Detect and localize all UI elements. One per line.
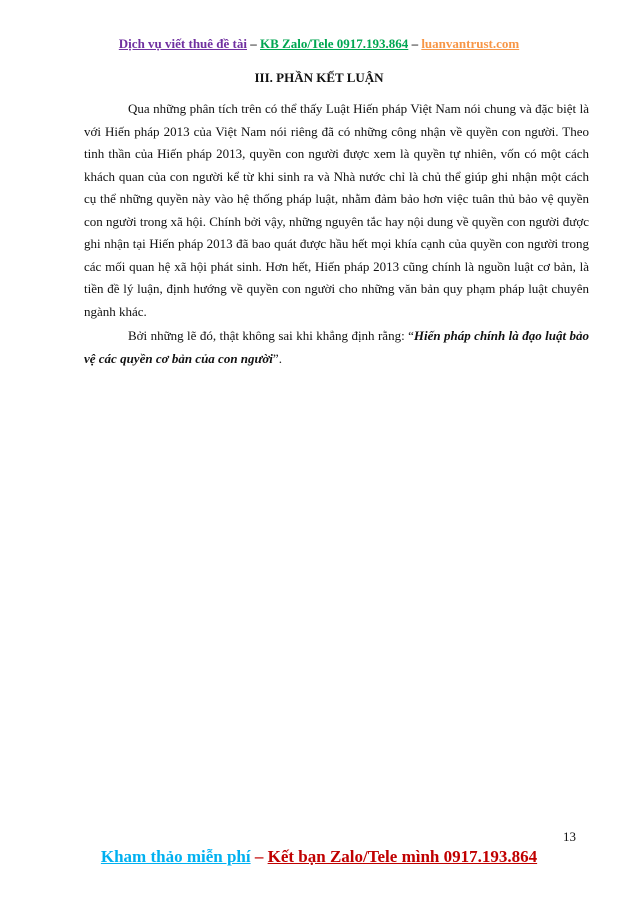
- closing-lead-text: Bởi những lẽ đó, thật không sai khi khẳng định rằng: “: [128, 328, 414, 343]
- paragraph-closing: [84, 325, 589, 370]
- closing-tail-text: ”.: [272, 350, 282, 366]
- header-separator: –: [408, 36, 422, 51]
- header-site-link[interactable]: luanvantrust.com: [421, 36, 520, 51]
- header-zalo-link[interactable]: KB Zalo/Tele 0917.193.864: [260, 36, 409, 51]
- closing-quote: Hiến pháp chính là đạo luật bảo vệ các quyền cơ bản của con người: [84, 328, 589, 366]
- footer-free-link[interactable]: Kham thảo miễn phí: [100, 847, 251, 866]
- header-service-link[interactable]: Dịch vụ viết thuê đề tài: [118, 36, 247, 51]
- page-footer: [0, 847, 638, 867]
- section-title: III. PHẦN KẾT LUẬN: [254, 70, 384, 85]
- page-header: [0, 36, 638, 52]
- page-number: 13: [563, 829, 576, 844]
- footer-zalo-link[interactable]: Kết bạn Zalo/Tele mình 0917.193.864: [267, 847, 538, 866]
- footer-separator: –: [250, 847, 268, 866]
- header-separator: –: [247, 36, 260, 51]
- document-body: [84, 98, 589, 372]
- paragraph-conclusion: Qua những phân tích trên có thể thấy Luật Hiến pháp Việt Nam nói chung và đặc biệt là với Hiến pháp 2013 của Việt Nam nói riêng đã có những công nhận về quyền con người. Theo tinh thần của Hiến pháp 2013, quyền con người được xem là quyền tự nhiên, vốn có một cách khách quan của con người kể từ khi sinh ra và Nhà nước chỉ là chủ thể giúp ghi nhận một cách cụ thể những quyền này vào hệ thống pháp luật, nhằm đảm bảo hơn việc tuân thủ bảo vệ quyền con người trong xã hội. Chính bởi vậy, những nguyên tắc hay nội dung về quyền con người được ghi nhận tại Hiến pháp 2013 đã bao quát được hầu hết mọi khía cạnh của quyền con người trong các mối quan hệ xã hội phát sinh. Hơn hết, Hiến pháp 2013 cũng chính là nguồn luật cơ bản, là tiền đề lý luận, định hướng về quyền con người cho những văn bản quy phạm pháp luật chuyên ngành khác.: [84, 101, 589, 319]
